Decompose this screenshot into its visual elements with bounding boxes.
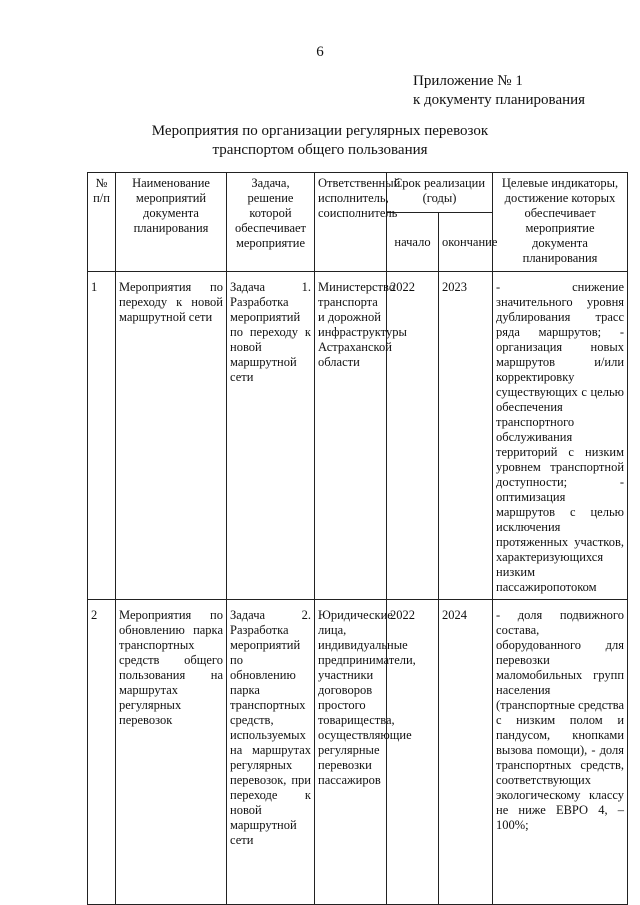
- header-period: Срок реализации (годы): [387, 173, 493, 213]
- table-header-row: [88, 173, 628, 213]
- cell-start: 2022: [387, 272, 439, 600]
- header-end: окончание: [439, 213, 493, 272]
- table-row: [88, 272, 628, 600]
- title-line-2: транспортом общего пользования: [212, 142, 428, 158]
- cell-task: Задача 1. Разработка мероприятий по переходу к новой маршрутной сети: [227, 272, 315, 600]
- header-start: начало: [387, 213, 439, 272]
- cell-end: 2024: [439, 600, 493, 905]
- cell-name: Мероприятия по обновлению парка транспортных средств общего пользования на маршрутах регулярных перевозок: [116, 600, 227, 905]
- document-title: [0, 122, 640, 160]
- table-row: [88, 600, 628, 905]
- cell-num: 2: [88, 600, 116, 905]
- cell-end: 2023: [439, 272, 493, 600]
- cell-responsible: Юридические лица, индивидуальные предприниматели, участники договоров простого товарищества, осуществляющие регулярные перевозки пассажиров: [315, 600, 387, 905]
- cell-task: Задача 2. Разработка мероприятий по обновлению парка транспортных средств, используемых на маршрутах регулярных перевозок, при переходе к новой маршрутной сети: [227, 600, 315, 905]
- header-targets: Целевые индикаторы, достижение которых обеспечивает мероприятие документа планирования: [493, 173, 628, 272]
- cell-name: Мероприятия по переходу к новой маршрутной сети: [116, 272, 227, 600]
- header-responsible: Ответственный исполнитель, соисполнитель: [315, 173, 387, 272]
- header-num: № п/п: [88, 173, 116, 272]
- appendix-line-1: Приложение № 1: [413, 73, 523, 89]
- title-line-1: Мероприятия по организации регулярных перевозок: [151, 123, 489, 139]
- appendix-header: [413, 72, 585, 110]
- header-name: Наименование мероприятий документа планирования: [116, 173, 227, 272]
- header-task: Задача, решение которой обеспечивает мероприятие: [227, 173, 315, 272]
- measures-table: [87, 172, 628, 905]
- cell-targets: - снижение значительного уровня дублирования трасс ряда маршрутов; - организация новых маршрутов и/или корректировку существующих с целью обеспечения транспортного обслуживания территорий с низким уровнем транспортной доступности; - оптимизация маршрутов с целью исключения протяженных участков, характеризующихся низким пассажиропотоком: [493, 272, 628, 600]
- cell-num: 1: [88, 272, 116, 600]
- page-number: 6: [316, 44, 324, 60]
- cell-targets: - доля подвижного состава, оборудованного для перевозки маломобильных групп населения (транспортные средства с низким полом и пандусом, кнопками вызова помощи), - доля транспортных средств, соответствующих экологическому классу не ниже ЕВРО 4, – 100%;: [493, 600, 628, 905]
- cell-start: 2022: [387, 600, 439, 905]
- cell-responsible: Министерство транспорта и дорожной инфраструктуры Астраханской области: [315, 272, 387, 600]
- appendix-line-2: к документу планирования: [413, 92, 586, 108]
